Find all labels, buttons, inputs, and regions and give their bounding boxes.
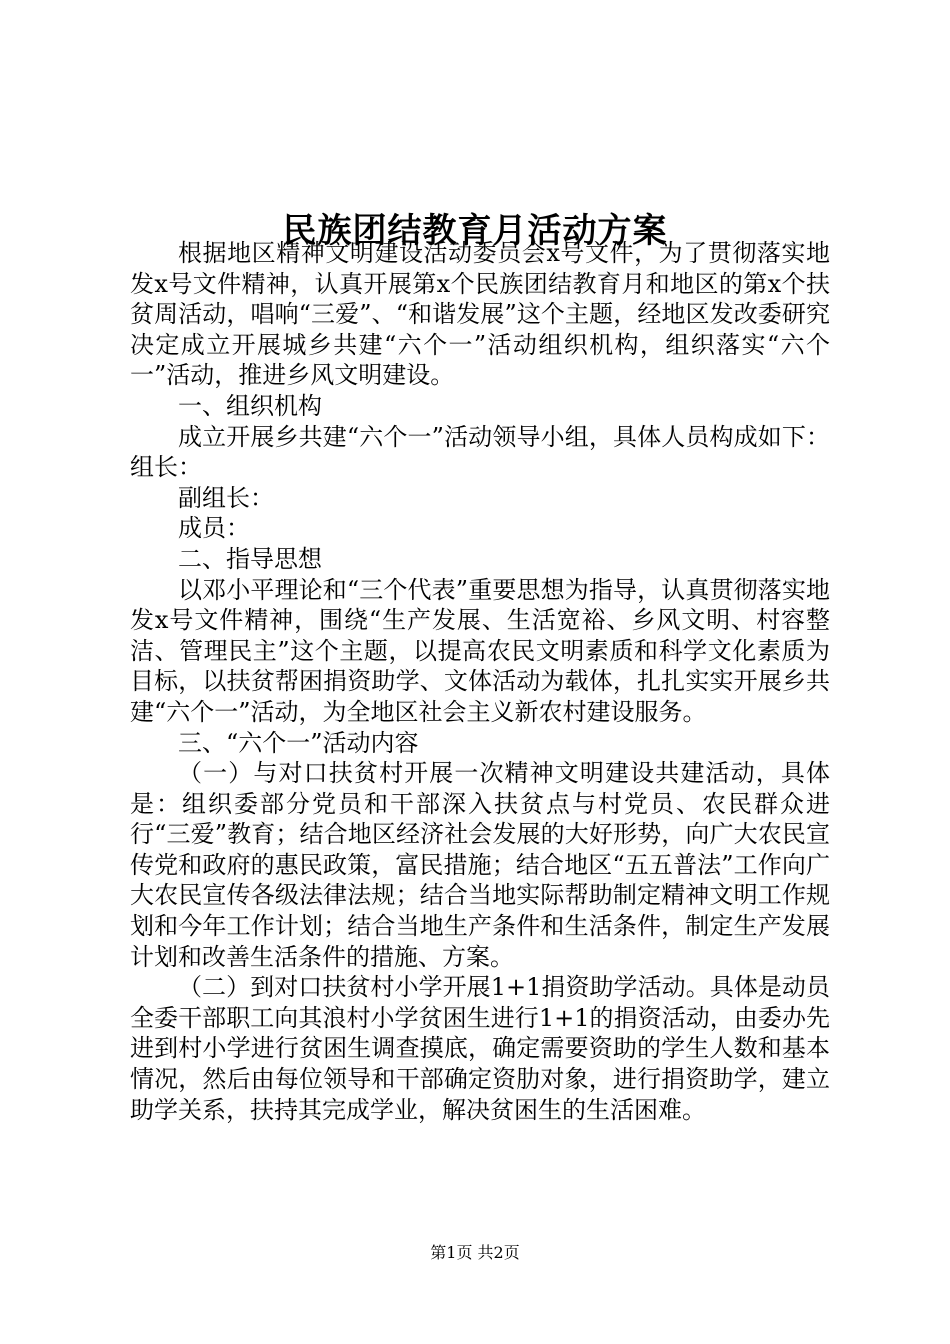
paragraph-activity-two: （二）到对口扶贫村小学开展1+1捐资助学活动。具体是动员全委干部职工向其浪村小学贫困生进行1+1的捐资活动，由委办先进到村小学进行贫困生调查摸底，确定需要资助的学生人数和基本情况，然后由每位领导和干部确定资肋对象，进行捐资助学，建立助学关系，扶持其完成学业，解决贫困生的生活困难。 <box>130 973 830 1124</box>
document-body <box>130 238 830 1125</box>
paragraph-deputy-leader: 副组长： <box>178 483 274 512</box>
paragraph-intro: 根据地区精神文明建设活动委员会x号文件，为了贯彻落实地发x号文件精神，认真开展第x个民族团结教育月和地区的第x个扶贫周活动，唱响“三爱”、“和谐发展”这个主题，经地区发改委研究决定成立开展城乡共建“六个一”活动组织机构，组织落实“六个一”活动，推进乡风文明建设。 <box>130 239 830 390</box>
section-heading-guiding-ideology: 二、指导思想 <box>178 544 322 573</box>
section-heading-organization: 一、组织机构 <box>178 391 322 420</box>
document-title: 民族团结教育月活动方案 <box>282 210 668 251</box>
paragraph-activity-one: （一）与对口扶贫村开展一次精神文明建设共建活动，具体是：组织委部分党员和干部深入扶贫点与村党员、农民群众进行“三爱”教育；结合地区经济社会发展的大好形势，向广大农民宣传党和政府的惠民政策，富民措施；结合地区“五五普法”工作向广大农民宣传各级法律法规；结合当地实际帮助制定精神文明工作规划和今年工作计划；结合当地生产条件和生活条件，制定生产发展计划和改善生活条件的措施、方案。 <box>130 759 830 971</box>
page-footer: 第1页 共2页 <box>430 1243 520 1262</box>
section-heading-activity-content: 三、“六个一”活动内容 <box>178 728 419 757</box>
paragraph-guiding-ideology: 以邓小平理论和“三个代表”重要思想为指导，认真贯彻落实地发x号文件精神，围绕“生产发展、生活宽裕、乡风文明、村容整洁、管理民主”这个主题，以提高农民文明素质和科学文化素质为目标，以扶贫帮困捐资助学、文体活动为载体，扎扎实实开展乡共建“六个一”活动，为全地区社会主义新农村建设服务。 <box>130 575 830 726</box>
paragraph-members: 成员： <box>178 514 250 543</box>
paragraph-leadership-group: 成立开展乡共建“六个一”活动领导小组，具体人员构成如下：组长： <box>130 422 830 482</box>
